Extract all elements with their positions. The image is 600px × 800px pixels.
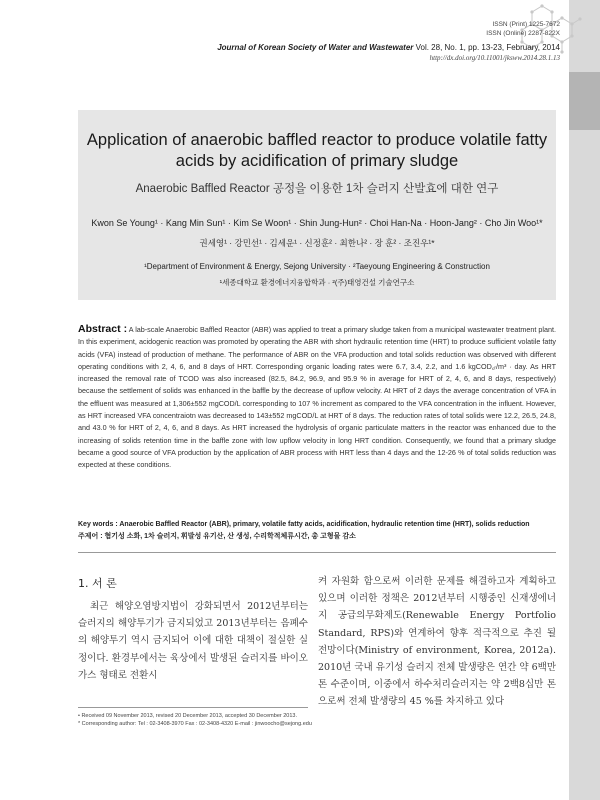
doi-link[interactable]: http://dx.doi.org/10.11001/jksww.2014.28.1.13 (429, 54, 560, 62)
issn-block (486, 20, 560, 38)
affiliation-kr: ¹세종대학교 환경에너지융합학과 · ²(주)태영건설 기술연구소 (219, 278, 415, 287)
journal-line (217, 42, 560, 53)
affiliation-en: ¹Department of Environment & Energy, Sejong University · ²Taeyoung Engineering & Construction (144, 262, 490, 271)
body-column-right: 켜 자원화 함으로써 이러한 문제를 해결하고자 계획하고 있으며 이러한 정책은 2012년부터 시행중인 신재생에너지 공급의무화제도(Renewable Energy Portfolio Standard, RPS)와 연계하여 향후 적극적으로 추진 될 전망이다(Ministry of environment, Korea, 2012a). 2010년 국내 유기성 슬러지 전체 발생량은 연간 약 6백만 톤 수준이며, 이중에서 하수처리슬러지는 약 2백8십만 톤으로써 전체 발생량의 45 %를 차지하고 있다 (318, 576, 556, 708)
keywords (78, 519, 556, 543)
issn-print: ISSN (Print) 1225-7672 (492, 21, 560, 28)
footnote-corresponding: * Corresponding author: Tel : 02-3408-3970 Fax : 02-3408-4320 E-mail : jinwoocho@sejong.edu (78, 721, 312, 727)
abstract-text: A lab-scale Anaerobic Baffled Reactor (ABR) was applied to treat a primary sludge taken from a municipal wastewater treatment plant. In this experiment, acidogenic reaction was promoted by operating the ABR with short hydraulic retention time (HRT) to produce sufficient volatile fatty acids (VFA) instead of production of methane. The performance of ABR on the VFA production and total solids reduction was observed with different operating conditions with 2, 4, 6, and 8 days of HRT. Corresponding organic loading rates were 6.7, 3.4, 2.2, and 1.6 kgCOD꜀ᵣ/m³ · day. As HRT increased the removal rate of TCOD was also increased (82.5, 84.2, 96.9, and 95.9 % in average for HRT of 2, 4, 6, and 8 days, respectively) because the settlement of solids was enhanced in the baffle by the decrease of upflow velocity. At HRT of 2 days the average concentration of VFA in the effluent was measured at 1,306±552 mgCOD/L corresponding to 107 % increment as compared to the VFA concentration in the influent. However, as HRT increased VFA concentraiotn was decreased to 143±552 mgCOD/L at HRT of 8 days. The reduction rates of total solids were 12.2, 26.5, 24.8, and 43.0 % for HRT of 2, 4, 6, and 8 days. As HRT increased the hydrolysis of organic particulate matters in the reactor was enhanced due to the increasing of solids retention time in the baffle zone with low upflow velocity in long HRT condition. Consequently, we found that a primary sludge became a good source of VFA production by the application of ABR process with HRT less than 4 days and the 12-26 % of total solids reduction was expected at these conditions. (78, 325, 556, 470)
keywords-en: Key words : Anaerobic Baffled Reactor (ABR), primary, volatile fatty acids, acidification, hydraulic retention time (HRT), solids reduction (78, 521, 530, 528)
footnote-received: • Received 09 November 2013, revised 20 December 2013, accepted 30 December 2013. (78, 713, 297, 719)
title-box (78, 110, 556, 300)
abstract-label: Abstract : (78, 323, 128, 335)
journal-name: Journal of Korean Society of Water and Wastewater (217, 43, 414, 52)
paper-title-kr: Anaerobic Baffled Reactor 공정을 이용한 1차 슬러지 산발효에 대한 연구 (135, 183, 499, 195)
section-divider (78, 552, 556, 553)
paper-title-en: Application of anaerobic baffled reactor to produce volatile fatty acids by acidification of primary sludge (86, 131, 548, 170)
keywords-kr: 주제어 : 혐기성 소화, 1차 슬러지, 휘발성 유기산, 산 생성, 수리학적체류시간, 총 고형물 감소 (78, 533, 356, 540)
footnote-rule (78, 707, 308, 708)
side-bar-tab (569, 72, 600, 130)
issn-online: ISSN (Online) 2287-822X (486, 30, 560, 37)
journal-info: Vol. 28, No. 1, pp. 13-23, February, 2014 (413, 43, 560, 52)
body-column-left: 최근 해양오염방지법이 강화되면서 2012년부터는 슬러지의 해양투기가 금지되었고 2013년부터는 음폐수의 해양투기 역시 금지되어 이에 대한 대책이 절실한 실정이다. 환경부에서는 육상에서 발생된 슬러지를 바이오가스 형태로 전환시 (78, 601, 308, 681)
authors-kr: 권세영¹ · 강민선¹ · 김세운¹ · 신정훈² · 최한나² · 장 훈² · 조진우¹* (199, 238, 435, 248)
section-heading: 1. 서 론 (78, 577, 117, 590)
footnotes (78, 712, 310, 728)
abstract (78, 323, 556, 472)
authors-en: Kwon Se Young¹ · Kang Min Sun¹ · Kim Se Woon¹ · Shin Jung-Hun² · Choi Han-Na · Hoon-Jang² · Cho Jin Woo¹* (91, 218, 543, 228)
side-bar (569, 0, 600, 800)
